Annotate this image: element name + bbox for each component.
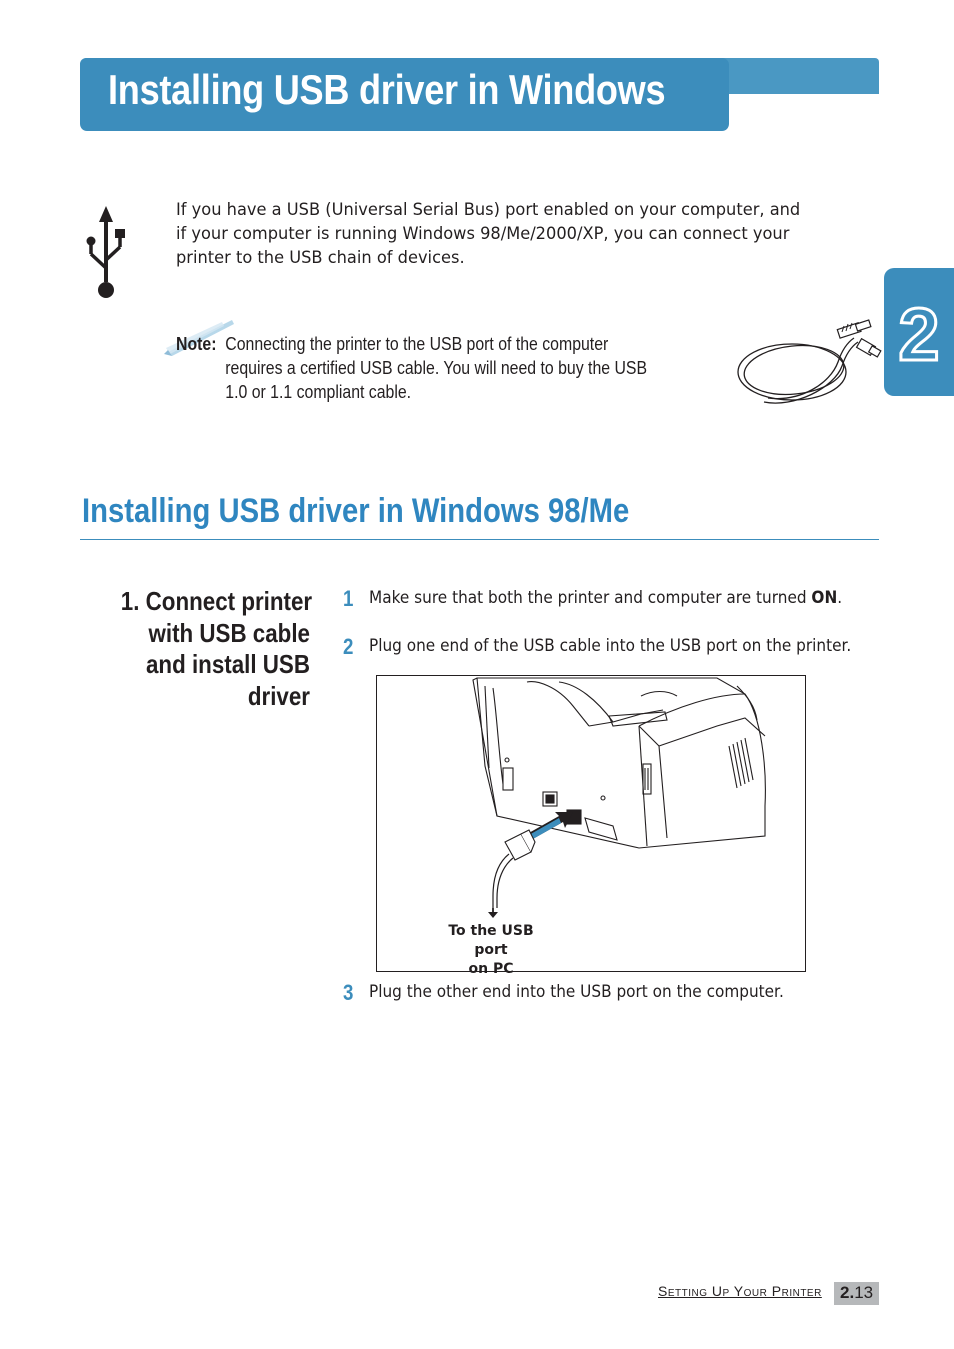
intro-line: printer to the USB chain of devices.	[176, 248, 465, 268]
side-heading-line: and install USB	[145, 649, 310, 679]
intro-line: if your computer is running Windows 98/Me/2000/XP, you can connect your	[176, 224, 790, 244]
note-label: Note:	[176, 334, 217, 354]
section-divider	[80, 539, 879, 540]
step-text: Make sure that both the printer and computer are turned ON.	[369, 588, 843, 608]
step-number: 2	[343, 634, 354, 659]
section-heading: Installing USB driver in Windows 98/Me	[82, 492, 630, 530]
chapter-tab	[884, 268, 954, 396]
note-line: requires a certified USB cable. You will need to buy the USB	[225, 358, 648, 378]
footer-page-number	[834, 1282, 879, 1305]
side-heading-line: driver	[247, 680, 310, 711]
step-text: Plug the other end into the USB port on the computer.	[369, 982, 784, 1002]
note-text	[225, 332, 647, 404]
side-heading	[90, 586, 313, 712]
note-line: Connecting the printer to the USB port of the computer	[225, 334, 609, 354]
figure-caption-line: To the USB port	[448, 923, 534, 958]
figure-caption	[431, 922, 551, 979]
step-number: 1	[343, 586, 354, 611]
step-number: 3	[343, 980, 354, 1005]
step-bold-word: ON	[811, 588, 838, 608]
page-title: Installing USB driver in Windows	[108, 66, 666, 113]
intro-line: If you have a USB (Universal Serial Bus) port enabled on your computer, and	[176, 200, 801, 220]
side-heading-line: 1. Connect printer	[120, 586, 313, 616]
step-text: Plug one end of the USB cable into the USB port on the printer.	[369, 636, 852, 656]
intro-paragraph	[176, 198, 845, 270]
side-heading-line: with USB cable	[148, 617, 310, 648]
footer-chapter: 2.	[840, 1283, 855, 1302]
usb-symbol-icon	[80, 204, 130, 300]
note-line: 1.0 or 1.1 compliant cable.	[225, 382, 412, 402]
figure-caption-line: on PC	[468, 961, 514, 977]
footer-page: 13	[854, 1283, 874, 1302]
chapter-number: 2	[898, 293, 940, 376]
footer-section-label: Setting Up Your Printer	[658, 1283, 822, 1299]
printer-figure	[376, 675, 806, 977]
usb-cable-image	[734, 318, 882, 410]
